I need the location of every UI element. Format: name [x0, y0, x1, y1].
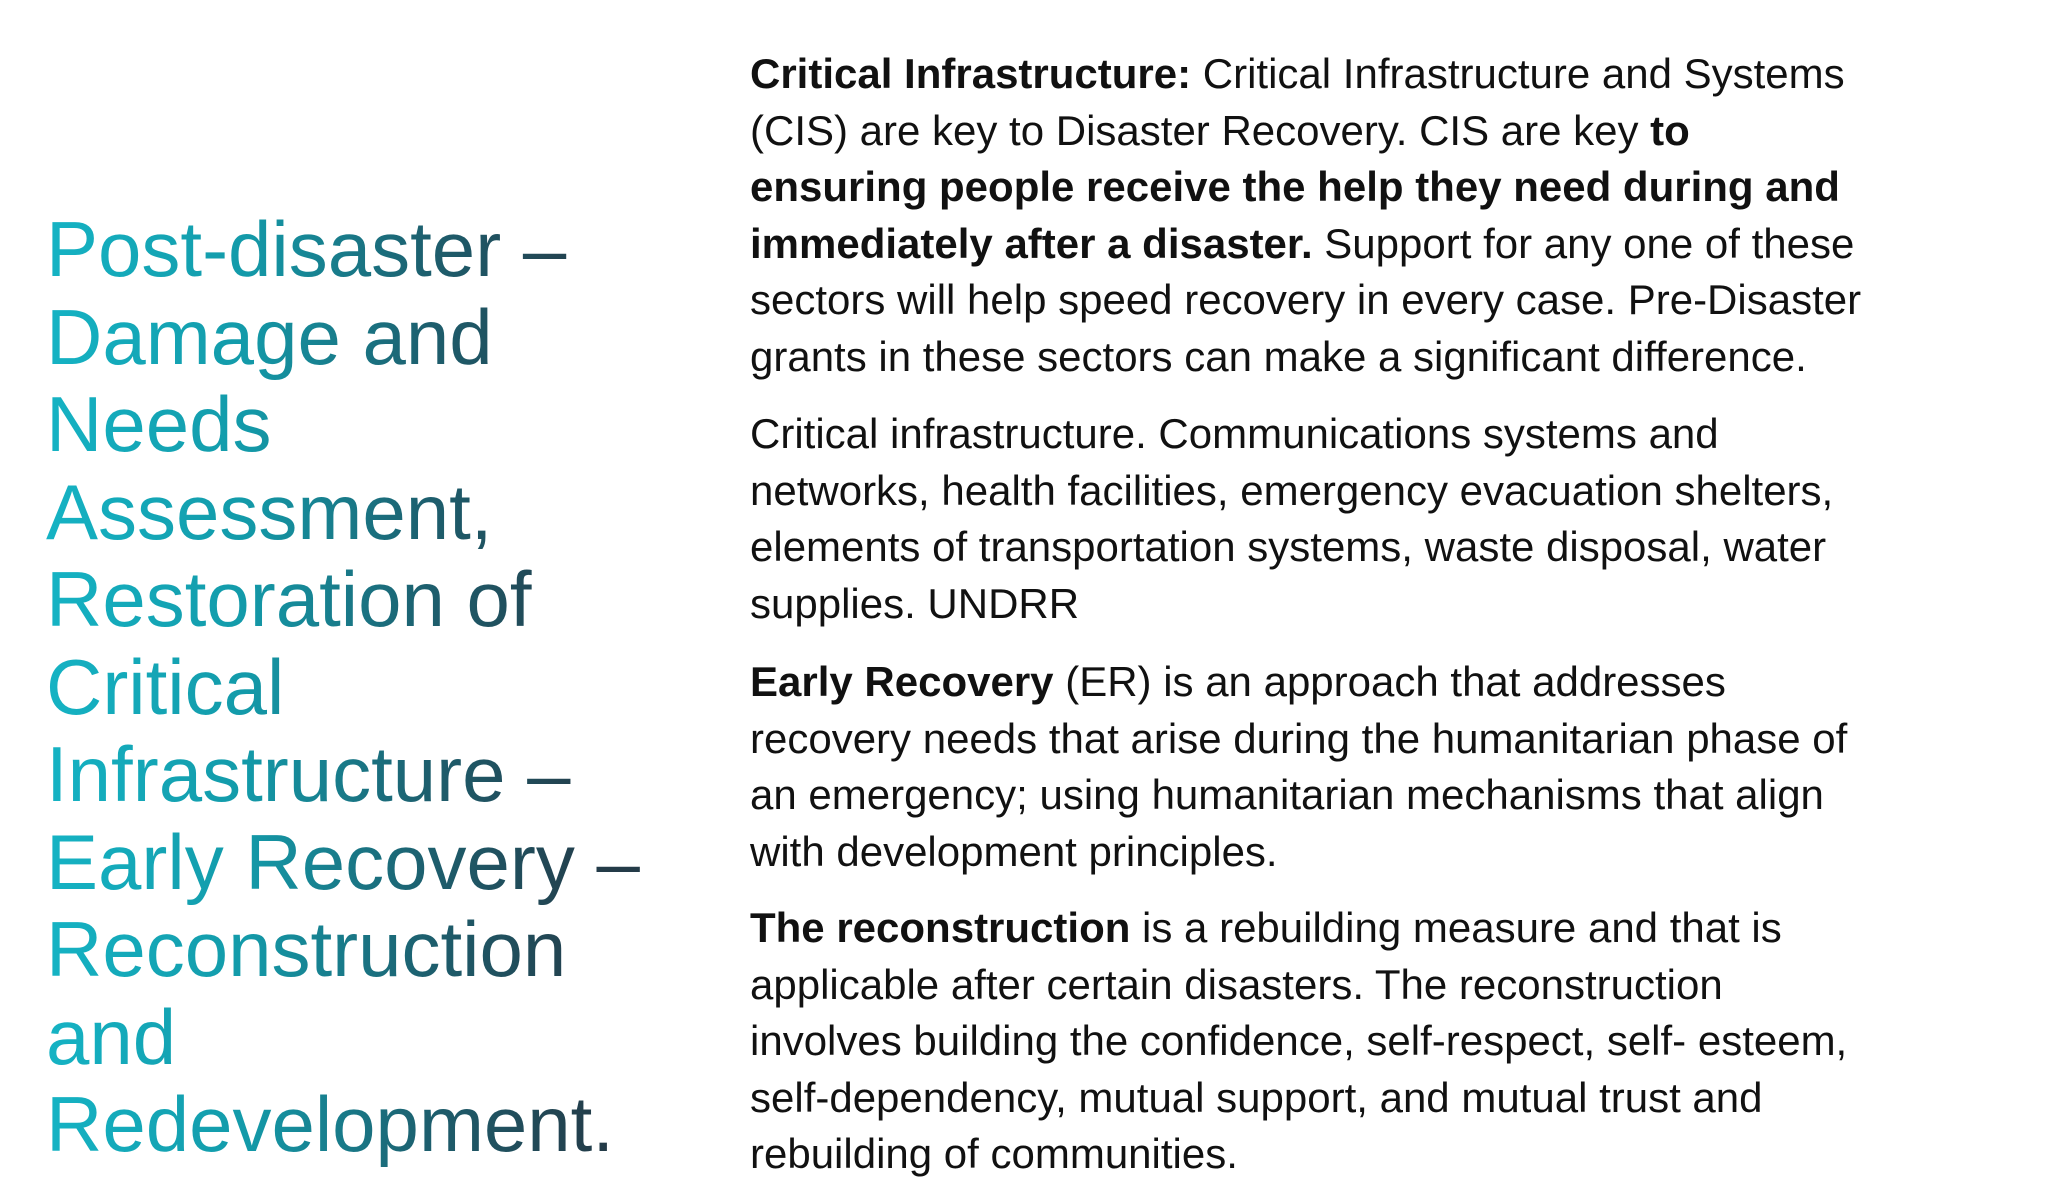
text-line: Critical infrastructure. Communications systems and: [750, 410, 1719, 457]
text-run: (ER) is an approach that addresses: [1053, 658, 1726, 705]
text-run: is a rebuilding measure and that is: [1130, 904, 1782, 951]
title-line: Redevelopment.: [46, 1080, 615, 1168]
bold-run: to: [1650, 106, 1690, 154]
paragraph-heading: Critical Infrastructure:: [750, 50, 1192, 97]
paragraph-heading: The reconstruction: [750, 904, 1131, 951]
text-line: rebuilding of communities.: [750, 1130, 1238, 1177]
bold-run: ensuring people receive the help they need during and: [750, 163, 1840, 210]
paragraph-critical-infrastructure: [750, 46, 1861, 385]
text-line: with development principles.: [750, 827, 1278, 875]
text-line: recovery needs that arise during the humanitarian phase of: [750, 714, 1848, 762]
title-line: Early Recovery –: [46, 817, 640, 906]
title-line: Infrastructure –: [46, 730, 571, 818]
slide-title: [46, 206, 726, 1169]
body-text: [750, 46, 2020, 1177]
text-line: [750, 900, 1847, 957]
text-line: [750, 654, 1847, 711]
text-line: elements of transportation systems, waste disposal, water: [750, 523, 1827, 570]
text-line: self-dependency, mutual support, and mutual trust and: [750, 1073, 1763, 1121]
title-line: Assessment,: [46, 467, 493, 556]
bold-run: immediately after a disaster.: [750, 219, 1313, 267]
title-line: and: [46, 992, 177, 1081]
title-line: Reconstruction: [46, 905, 567, 993]
text-line: networks, health facilities, emergency evacuation shelters,: [750, 466, 1834, 514]
text-line: an emergency; using humanitarian mechanisms that align: [750, 771, 1824, 818]
title-line: Damage and: [46, 292, 493, 381]
title-line: Restoration of: [46, 555, 532, 643]
text-line: sectors will help speed recovery in every case. Pre-Disaster: [750, 276, 1862, 323]
text-run: (CIS) are key to Disaster Recovery. CIS are key: [750, 106, 1651, 154]
title-line: Needs: [46, 380, 272, 468]
text-run: Critical Infrastructure and Systems: [1191, 50, 1845, 97]
text-line: applicable after certain disasters. The reconstruction: [750, 960, 1723, 1008]
title-line: Critical: [46, 642, 285, 731]
paragraph-critical-infrastructure-list: [750, 406, 1833, 632]
text-line: [750, 216, 1861, 273]
paragraph-early-recovery: [750, 654, 1847, 880]
text-run: Support for any one of these: [1312, 219, 1855, 267]
text-line: grants in these sectors can make a significant difference.: [750, 332, 1807, 380]
paragraph-reconstruction: [750, 900, 1847, 1183]
text-line: [750, 46, 1861, 103]
text-line: [750, 159, 1861, 216]
paragraph-heading: Early Recovery: [750, 658, 1054, 705]
title-line: Post-disaster –: [46, 205, 567, 293]
text-line: supplies. UNDRR: [750, 579, 1080, 627]
title-panel: [0, 0, 720, 1168]
text-line: [750, 103, 1861, 160]
text-line: involves building the confidence, self-respect, self- esteem,: [750, 1017, 1848, 1064]
